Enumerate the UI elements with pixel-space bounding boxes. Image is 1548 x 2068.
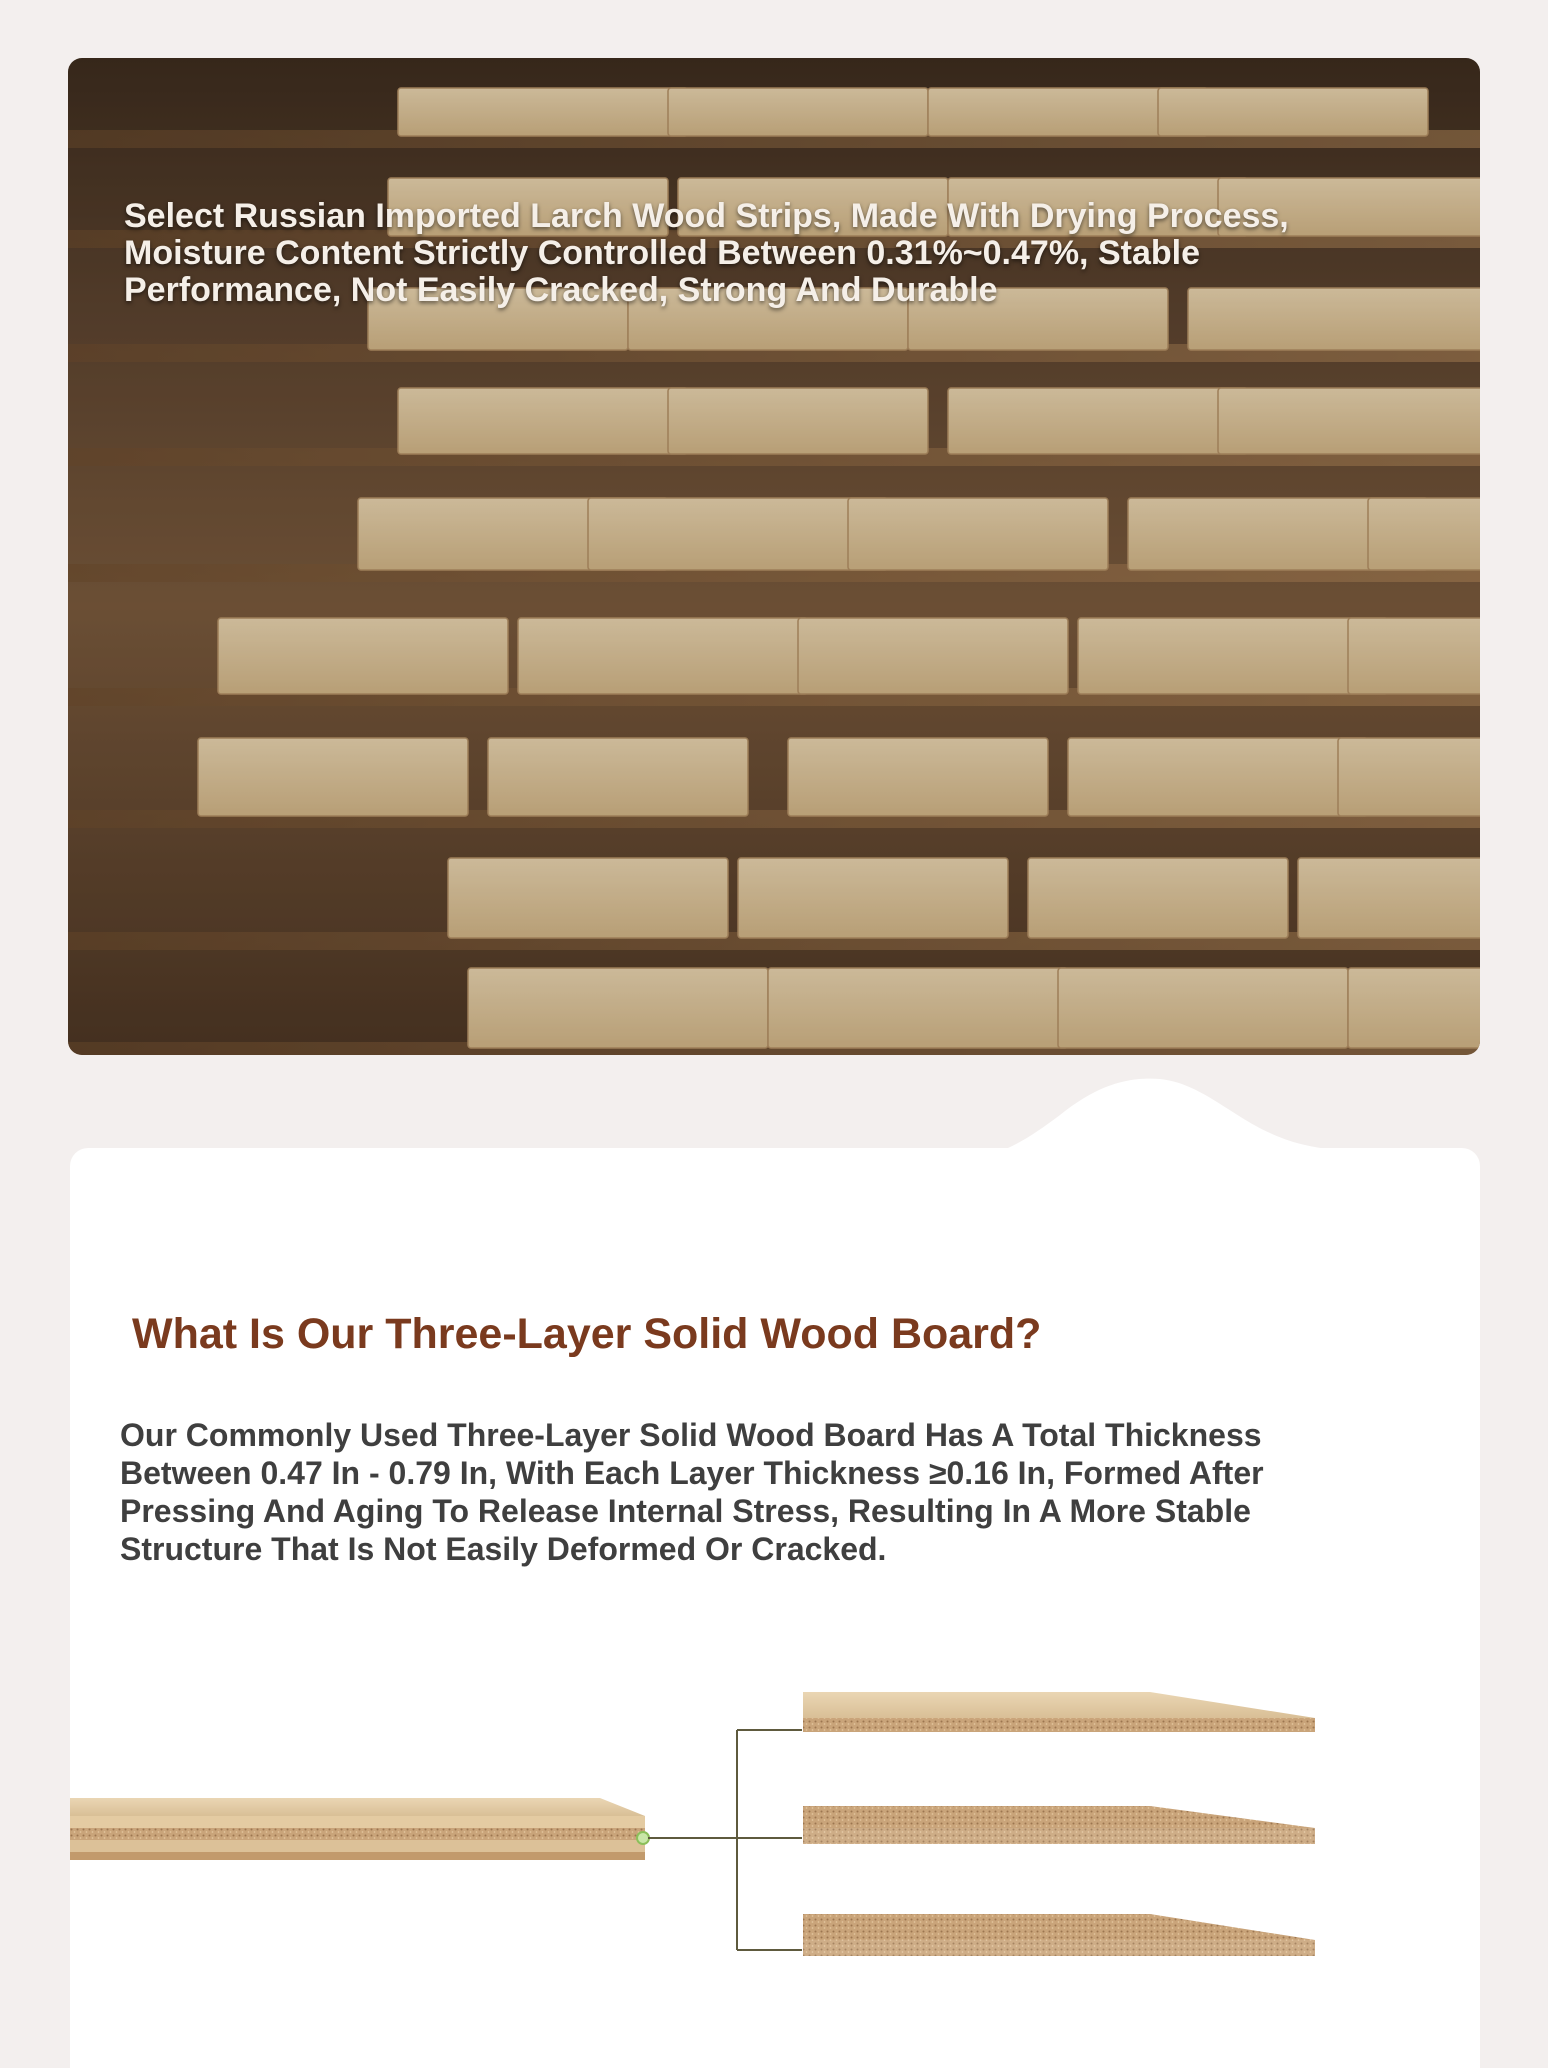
combined-three-layer-board bbox=[70, 1798, 645, 1860]
hero-image-larch-wood-strips bbox=[68, 58, 1480, 1055]
connector-dot bbox=[637, 1832, 649, 1844]
section-description: Our Commonly Used Three-Layer Solid Wood Board Has A Total Thickness Between 0.47 In - 0.79 In, With Each Layer Thickness ≥0.16 In, Formed After Pressing And Aging To Release Internal Stress, Resulting In A More Stable Structure That Is Not Easily Deformed Or Cracked. bbox=[120, 1417, 1264, 1567]
bottom-layer-board bbox=[803, 1914, 1315, 1956]
section-title: What Is Our Three-Layer Solid Wood Board? bbox=[132, 1310, 1042, 1358]
three-layer-board-diagram bbox=[70, 1678, 1480, 2068]
layer-connector-lines bbox=[648, 1730, 802, 1950]
content-card bbox=[70, 1148, 1480, 2068]
hero-caption: Select Russian Imported Larch Wood Strips, Made With Drying Process, Moisture Content Strictly Controlled Between 0.31%~0.47%, Stable Performance, Not Easily Cracked, Strong And Durable bbox=[124, 197, 1289, 309]
middle-layer-board bbox=[803, 1806, 1315, 1844]
top-layer-board bbox=[803, 1692, 1315, 1732]
